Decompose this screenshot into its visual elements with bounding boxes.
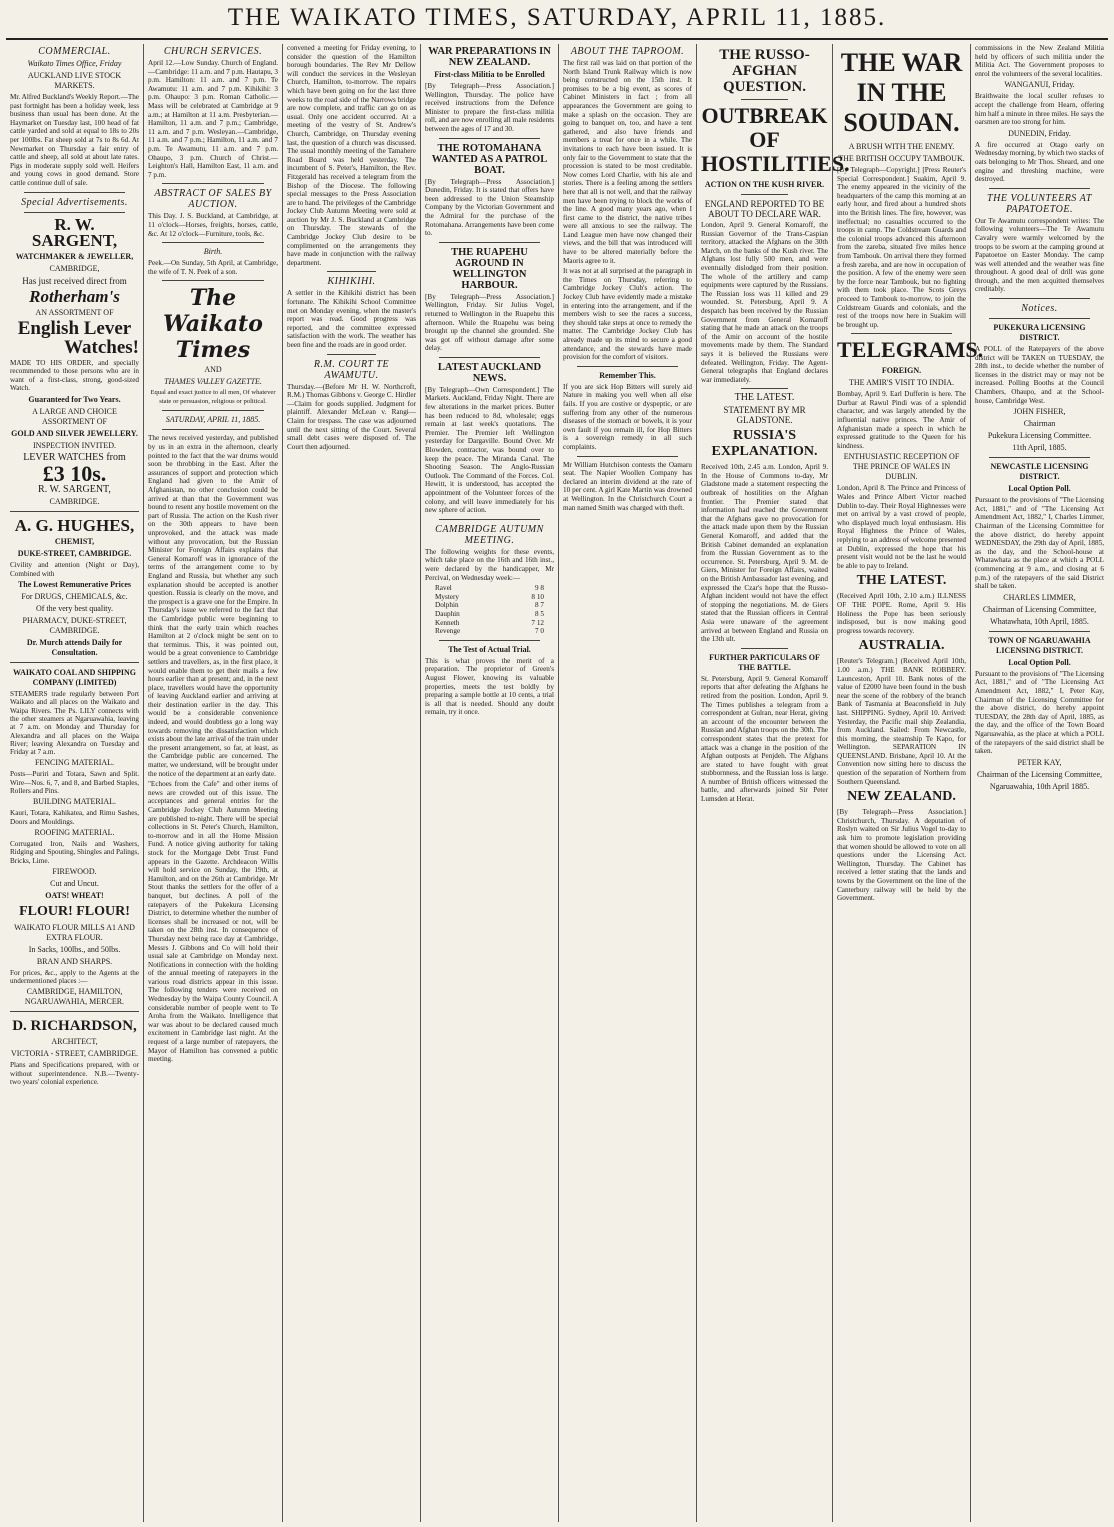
kihikihi-text: A settler in the Kihikihi district has been fortunate. The Kihikihi School Committee met on Monday evening, when the master's report was read. Good progress was reported, and the committee expressed satisfaction with the work. The weather has been fine and the roads are in good order. bbox=[287, 289, 416, 349]
subheadline-militia: First-class Militia to be Enrolled bbox=[434, 70, 545, 79]
advert-name: WAIKATO COAL AND SHIPPING COMPANY (LIMITED) bbox=[12, 668, 137, 688]
special-advertisements-heading: Special Advertisements. bbox=[21, 196, 128, 208]
logo-subtitle: THAMES VALLEY GAZETTE. bbox=[164, 377, 262, 387]
advert-fencing: FENCING MATERIAL. bbox=[34, 758, 115, 768]
news-items-text: "Echoes from the Cafe" and other items of news are crowded out of this issue. The acceptances and general entries for the Cambridge Jockey Club Autumn Meeting are published to-night. There will be special collections in St. Peter's Church, Hamilton, to-morrow and in all the Home Mission Fund. A notice giving authority for taking stock for the Mortgage Debt Trust Fund appears in the Gazette. Archdeacon Willis will hold service on Sunday, the 19th, at Hamilton, and on the 26th at Cambridge. Mr Stout thanks the settlers for the offer of a banquet, but declines. A poll of the ratepayers of the Pukekura Licensing District, to determine whether the number of licenses shall be increased or not, will be taken on the 28th inst. In consequence of Thursday next being race day at Cambridge, Messrs J. Gibbons and Co will hold their usual sale at Cambridge on Monday next. Notifications in connection with the holding of the annual meeting of ratepayers in the various road districts appear in this issue. The following tenders were received on Wednesday by the Waipa County Council. A considerable number of people went to Te Aroha from the Waikato. Intelligence that war was about to be declared caused much excitement in Cambridge last night. At the request of a large number of ratepayers, the Mayor of Hamilton has convened a public meeting. bbox=[148, 780, 278, 1064]
divider bbox=[989, 188, 1090, 189]
headline-rotomahana: THE ROTOMAHANA WANTED AS A PATROL BOAT. bbox=[431, 142, 548, 176]
horse-weight: 8 5 bbox=[535, 609, 544, 618]
notice-role: Chairman of Licensing Committee, bbox=[982, 604, 1097, 614]
amir-text: Bombay, April 9. Earl Dufferin is here. The Durbar at Rawul Pindi was of a splendid character, and was largely attended by the influential native princes. The Amir of Afghanistan made a speech in which he expressed gratitude to the Queen for his kindness. bbox=[837, 390, 966, 450]
motto: Equal and exact justice to all men, Of whatever state or persuasion, religious or political. bbox=[150, 389, 276, 405]
hostilities-text: London, April 9. General Komaroff, the Russian Governor of the Trans-Caspian territory, attacked the Afghans on the 30th March, on the banks of the Kush river. The Afghans lost fully 500 men, and were eventually dislodged from their position. The whole of the artillery and camp equipments were captured by the Russians. The Russian loss was 11 killed and 29 wounded. St. Petersburg, April 9. A despatch has been received by the Russian Government from General Komaroff stating that he made an attack on the troops of the Amir on account of the hostile movements made by them. The Standard says it is believed the Russians were defeated. Wellington, Friday. The Agent-General telegraphs that England declares war immediately. bbox=[701, 221, 828, 384]
headline-war-preparations: WAR PREPARATIONS IN NEW ZEALAND. bbox=[428, 46, 551, 68]
advert-oats: OATS! WHEAT! bbox=[45, 890, 104, 900]
headline-latest-2: THE LATEST. bbox=[856, 573, 947, 589]
divider bbox=[989, 457, 1090, 458]
divider bbox=[439, 138, 540, 139]
advert-firewood: FIREWOOD. bbox=[52, 866, 97, 876]
notice-signature: CHARLES LIMMER, bbox=[1003, 592, 1076, 602]
advert-mill: WAIKATO FLOUR MILLS A1 AND EXTRA FLOUR. bbox=[14, 922, 135, 942]
autumn-meeting-text: The following weights for these events, which take place on the 16th and 16th inst., were declared by the handicapper, Mr Percival, on Wednesday week:— bbox=[425, 547, 554, 582]
advert-name: A. G. HUGHES, bbox=[14, 515, 135, 535]
headline-ruapehu: THE RUAPEHU AGROUND IN WELLINGTON HARBOUR. bbox=[451, 246, 528, 291]
headline-australia: AUSTRALIA. bbox=[858, 638, 945, 654]
pope-text: (Received April 10th, 2.10 a.m.) ILLNESS OF THE POPE. Rome, April 9. His Holiness the Pope has been seriously indisposed, but is now making good progress towards recovery. bbox=[837, 592, 966, 635]
advert-name: D. RICHARDSON, bbox=[12, 1018, 137, 1035]
notice-role: Chairman of the Licensing Committee, bbox=[976, 769, 1103, 779]
notice-org: Pukekura Licensing Committee. bbox=[987, 431, 1092, 441]
advert-price: £3 10s. bbox=[42, 460, 107, 486]
subheadline-amir: THE AMIR'S VISIT TO INDIA. bbox=[848, 378, 955, 388]
advert-pharmacy: PHARMACY, DUKE-STREET, CAMBRIDGE. bbox=[22, 616, 127, 636]
column-1 bbox=[6, 44, 143, 1522]
headline-latest: THE LATEST. bbox=[734, 392, 795, 404]
divider bbox=[162, 280, 264, 281]
divider bbox=[989, 318, 1090, 319]
advert-roofing-text: Corrugated Iron, Nails and Washers, Ridging and Spouting, Shingles and Palings, Bricks, Lime. bbox=[10, 839, 139, 865]
divider bbox=[162, 183, 264, 184]
headline-prince-of-wales: ENTHUSIASTIC RECEPTION OF THE PRINCE OF WALES IN DUBLIN. bbox=[843, 452, 960, 482]
church-services-text: April 12.—Low Sunday. Church of England.—Cambridge: 11 a.m. and 7 p.m. Hautapu, 3 p.m. Hamilton: 11 a.m. and 7 p.m. Te Awamutu: 11 a.m. and 7 p.m. Kihikihi: 3 p.m. Ohaupo: 3 p.m. Roman Catholic.—Mass will be celebrated at Cambridge at 9 a.m.; at Hamilton at 11 a.m. Presbyterian.—Hamilton, 11 a.m. and 7 p.m.; Cambridge, 11 a.m. and 7 p.m. Wesleyan.—Cambridge, 11 a.m. and 7 p.m.; Hamilton, 11 a.m. and 7 p.m. Te Awamutu, 11 a.m. and 7 p.m. Ohaupo, 3 p.m. Church of Christ.—Leighton's Hall, Hamilton East, 11 a.m. and 7 p.m. bbox=[148, 59, 278, 179]
advert-flour: FLOUR! FLOUR! bbox=[19, 903, 130, 919]
weights-row bbox=[435, 584, 544, 593]
headline-battle: FURTHER PARTICULARS OF THE BATTLE. bbox=[709, 652, 820, 672]
militia-text: commissions in the New Zealand Militia held by officers of such militia under the Militia Act. The Government proposes to enrol the volunteers of the several localities. bbox=[975, 44, 1104, 78]
notice-signature: JOHN FISHER, bbox=[1013, 407, 1066, 417]
notice-date: Ngaruawahia, 10th April 1885. bbox=[989, 781, 1090, 791]
column-2 bbox=[144, 44, 282, 1522]
rm-court-text: Thursday.—(Before Mr H. W. Northcroft, R.M.) Thomas Gibbons v. George C. Hirdler—Claim for goods supplied. Judgment for plaintiff. Alexander McLean v. Rangi—Claim for trespass. The case was adjourned until the next sitting of the Court. Several small debt cases were disposed of. The Court then adjourned. bbox=[287, 382, 416, 451]
divider bbox=[439, 640, 540, 641]
headline-volunteers: THE VOLUNTEERS AT PAPATOETOE. bbox=[987, 192, 1092, 215]
advert-gold: A LARGE AND CHOICE ASSORTMENT OF bbox=[32, 406, 117, 426]
divider bbox=[327, 271, 376, 272]
columns bbox=[6, 44, 1108, 1522]
notice-subheading: Local Option Poll. bbox=[1008, 484, 1071, 494]
divider bbox=[24, 192, 125, 193]
divider bbox=[162, 242, 264, 243]
advert-address: DUKE-STREET, CAMBRIDGE. bbox=[17, 548, 132, 558]
section-kihikihi: KIHIKIHI. bbox=[327, 276, 376, 288]
horse-name: Ravel bbox=[435, 584, 452, 593]
advert-doctor: Dr. Murch attends Daily for Consultation. bbox=[26, 638, 123, 658]
advert-line: Has just received direct from bbox=[22, 275, 127, 286]
advert-sub: WATCHMAKER & JEWELLER, bbox=[15, 251, 134, 261]
australia-text: [Reuter's Telegram.] (Received April 10th, 1.00 a.m.) THE BANK ROBBERY. Launceston, April 10. Bank notes of the value of £2000 have been found in the bush near the scene of the robbery of the branch Bank of Tasmania at Beaconsfield in July last. SHIPPING. Sydney, April 10. Arrived: Yesterday, the Pacific mail ship Zealandia, from Auckland. Sailed: From Newcastle, this morning, the steamship Te Kapo, for Wellington. SEPARATION IN QUEENSLAND. Brisbane, April 10. At the Convention now sitting here to discuss the question of the separation of Northern from Southern Queensland. bbox=[837, 657, 966, 786]
notice-heading: NEWCASTLE LICENSING DISTRICT. bbox=[990, 462, 1089, 482]
prince-text: London, April 8. The Prince and Princess of Wales and Prince Albert Victor reached Dublin to-day. Their Royal Highnesses were met on arrival by a vast crowd of people, who displayed much loyal enthusiasm. His Royal Highness the Prince of Wales, replying to an address of welcome presented at Dublin, expressed the hope that his present visit would not be the last he would be able to pay to Ireland. bbox=[837, 484, 966, 570]
rotomahana-text: [By Telegraph—Press Association.] Dunedin, Friday. It is stated that offers have been addressed to the Union Steamship Company by the Victorian Government and the Admiral for the purchase of the Rotomahana. Arrangements have been come to. bbox=[425, 177, 554, 238]
advert-signature-town: CAMBRIDGE. bbox=[49, 496, 100, 506]
column-7 bbox=[833, 44, 984, 1522]
headline-russia-explanation: RUSSIA'S EXPLANATION. bbox=[711, 428, 818, 460]
horse-name: Dauphin bbox=[435, 609, 460, 618]
actual-trial-text: This is what proves the merit of a preparation. The proprietor of Green's August Flower, knowing its valuable properties, meets the test boldly by preparing a sample bottle at 10 cents, a trial is all that is needed. Should any doubt remain, try it once. bbox=[425, 656, 554, 717]
advert-for: For DRUGS, CHEMICALS, &c. bbox=[21, 592, 128, 602]
advert-name: R. W. SARGENT, bbox=[31, 214, 118, 250]
dunedin-text: A fire occurred at Otago early on Wednesday morning, by which two stacks of oats belonging to Mr Thos. Sheard, and one engine and threshing machine, were destroyed. bbox=[975, 140, 1104, 184]
birth-text: Peek.—On Sunday, 5th April, at Cambridge, the wife of T. N. Peek of a son. bbox=[148, 259, 278, 276]
advert-waikato-coal bbox=[10, 662, 139, 1007]
advert-maker: Rotherham's bbox=[29, 286, 120, 306]
taproom-text-2: It was not at all surprised at the paragraph in the Times on Thursday, referring to Cambridge Jockey Club's action. The Jockey Club have evidently made a mistake in entering into the arrangement, and if the members wish to see the races a success, they should take steps at once to remedy the matter. The Cambridge Jockey Club has already made up its mind to secure a good attendance, and the stewards have made provision for the comfort of visitors. bbox=[563, 267, 692, 362]
divider bbox=[162, 429, 264, 430]
divider bbox=[439, 242, 540, 243]
advert-bran: BRAN AND SHARPS. bbox=[36, 956, 113, 966]
advert-sub: ARCHITECT, bbox=[51, 1037, 98, 1047]
headline-england-war: ENGLAND REPORTED TO BE ABOUT TO DECLARE WAR. bbox=[704, 199, 825, 219]
divider bbox=[741, 388, 788, 389]
advert-sacks: In Sacks, 100lbs., and 50lbs. bbox=[28, 944, 121, 954]
new-zealand-text: [By Telegraph—Press Association.] Christchurch, Thursday. A deputation of Roslyn waited on Sir Julius Vogel to-day to ask him to promote legislation providing that women should be allowed to vote on all questions under the Licensing Act. Wellington, Thursday. The Cabinet has received a letter stating that the lands and towns by the Government on the line of the Canterbury railway will be held by the Government. bbox=[837, 808, 966, 903]
notices-heading: Notices. bbox=[1021, 303, 1058, 315]
divider bbox=[741, 99, 788, 100]
soudan-text: [By Telegraph—Copyright.] [Press Reuter's Special Correspondent.] Suakim, April 9. The enemy appeared in the vicinity of the headquarters of the camp this morning at an early hour, and fired about a hundred shots into the British lines. The fire, however, was ineffectual; no casualties occurred to the troops in camp. The Coldstream Guards and the colonial troops advanced this afternoon from the zareba, situated five miles hence from Tambouk. On arrival there they formed a fresh zareba, and are now in occupation of the position. A few of the enemy were seen by the force near Tambouk, but no fighting with them took place. The Scots Greys proceed to Tambouk to-morrow, to join the Coldstream Guards and colonials, and the rest of the troops now here in Suakim will be brought up. bbox=[837, 166, 966, 329]
masthead-rule bbox=[6, 38, 1108, 40]
advert-town: CAMBRIDGE, bbox=[49, 263, 100, 273]
horse-name: Mystery bbox=[435, 592, 459, 601]
horse-name: Kenneth bbox=[435, 618, 460, 627]
auction-text: This Day. J. S. Buckland, at Cambridge, at 11 o'clock—Horses, freights, horses, cattle, &c. At 12 o'clock—Furniture, tools, &c. bbox=[148, 212, 278, 238]
dateline-dunedin: DUNEDIN, Friday. bbox=[1008, 128, 1071, 138]
notice-text: Pursuant to the provisions of "The Licensing Act, 1881," and of "The Licensing Act Amendment Act, 1882," I, Peter Kay, Chairman of the Licensing Committee for the above district, do hereby appoint TUESDAY, the 28th day of April, 1885, as the day, and the office of the Town Board Ngaruawahia, as the place at which a POLL of the ratepayers of the said district shall be taken. bbox=[975, 669, 1104, 756]
editorial-dateline: SATURDAY, APRIL 11, 1885. bbox=[165, 415, 261, 425]
notice-heading: TOWN OF NGARUAWAHIA LICENSING DISTRICT. bbox=[988, 635, 1091, 655]
notice-newcastle bbox=[975, 462, 1104, 627]
divider bbox=[439, 519, 540, 520]
masthead-title: THE WAIKATO TIMES, SATURDAY, APRIL 11, 1885. bbox=[227, 4, 887, 31]
headline-war-soudan: THE WAR IN THE SOUDAN. bbox=[840, 48, 963, 137]
column-6 bbox=[697, 44, 850, 1522]
advert-building-text: Kauri, Totara, Kahikatea, and Rimu Sashes, Doors and Mouldings. bbox=[10, 809, 139, 826]
column-8 bbox=[971, 44, 1108, 1522]
horse-name: Revenge bbox=[435, 627, 461, 636]
section-actual-trial: The Test of Actual Trial. bbox=[448, 644, 531, 654]
battle-text: St. Petersburg, April 9. General Komaroff reports that after defeating the Afghans he retired from the position. London, April 9. The Times publishes a telegram from a correspondent at Gulran, near Herat, giving an account of the encounter between the Russian and Afghan troops on the 30th. The correspondent states that the pretext for attack was a change in the position of the Afghan outposts at Penjdeh. The Afghans are stated to have fought with great stubbornness, and the Russian loss is large. A number of British officers witnessed the battle, and afterwards joined Sir Peter Lumsden at Herat. bbox=[701, 674, 828, 804]
divider bbox=[439, 357, 540, 358]
subheadline-tambouk: THE BRITISH OCCUPY TAMBOUK. bbox=[838, 154, 965, 163]
advert-assortment: AN ASSORTMENT OF bbox=[35, 307, 114, 317]
notice-heading: PUKEKURA LICENSING DISTRICT. bbox=[993, 323, 1086, 343]
advert-cut: Cut and Uncut. bbox=[50, 878, 99, 888]
advert-places: CAMBRIDGE, HAMILTON, NGARUAWAHIA, MERCER. bbox=[24, 987, 125, 1007]
subheadline-brush: A BRUSH WITH THE ENEMY. bbox=[848, 142, 955, 151]
weights-table bbox=[435, 584, 544, 636]
commercial-subhead: AUCKLAND LIVE STOCK MARKETS. bbox=[27, 71, 122, 90]
advert-prices: The Lowest Remunerative Prices bbox=[17, 580, 132, 590]
remember-heading: Remember This. bbox=[599, 370, 656, 380]
remember-text: If you are sick Hop Bitters will surely aid Nature in making you well when all else fails. If you are costive or dyspeptic, or are suffering from any other of the numerous diseases of the stomach or bowels, it is your own fault if you remain ill, for Hop Bitters is a sovereign remedy in all such complaints. bbox=[563, 382, 692, 451]
masthead bbox=[0, 0, 1114, 42]
divider bbox=[162, 410, 264, 411]
weights-row bbox=[435, 601, 544, 610]
horse-weight: 8 10 bbox=[531, 592, 544, 601]
divider bbox=[741, 194, 788, 195]
notice-ngaruawahia bbox=[975, 636, 1104, 792]
notice-text: A POLL of the Ratepayers of the above district will be TAKEN on TUESDAY, the 28th inst., to decide whether the number of licenses in the district may or may not be increased. Polling Booths at the Council Chambers, Ohaupo, and at the School-house, Cambridge West. bbox=[975, 345, 1104, 405]
horse-name: Dolphin bbox=[435, 601, 459, 610]
subheadline-foreign: FOREIGN. bbox=[881, 366, 922, 376]
section-church-services: CHURCH SERVICES. bbox=[163, 46, 263, 57]
headline-hostilities: OUTBREAK OF HOSTILITIES. bbox=[701, 103, 850, 176]
advert-text: MADE TO HIS ORDER, and specially recommended to those persons who are in want of a first-class, strong, good-sized Watch. bbox=[10, 358, 139, 393]
headline-telegrams: TELEGRAMS. bbox=[837, 337, 984, 363]
advert-richardson bbox=[10, 1011, 139, 1086]
advert-lever: LEVER WATCHES from bbox=[23, 451, 126, 463]
volunteers-text: Our Te Awamutu correspondent writes: The following volunteers—The Te Awamutu Cavalry were warmly welcomed by the troops to be sworn at the camping ground at Papatoetoe on Easter Monday. The camp was well attended and the weather was fine throughout. A good deal of drill was gone through, and the men acquitted themselves creditably. bbox=[975, 216, 1104, 294]
explanation-text: Received 10th, 2.45 a.m. London, April 9. In the House of Commons to-day, Mr Gladstone made a statement respecting the outbreak of hostilities on the Afghan frontier. The Premier stated that information had reached the Government that the Afghans gave no provocation for the attack made upon them by the Russian General Komaroff, and added that the British Cabinet demanded an explanation from the Russian Government as to the occurrence. St. Petersburg, April 9. M. de Giers, Minister for Foreign Affairs, waited on the British Ambassador last evening, and expressed the Czar's hope that the Russo-Afghan incident would not have the effect of stopping the negotiations. M. de Giers stated that the Russian officers in Central Asia were unaware of the agreement arrived at between England and Russia on the 13th ult. bbox=[701, 463, 828, 644]
logo-and: AND bbox=[204, 365, 222, 375]
notice-pukekura bbox=[975, 323, 1104, 453]
war-preparations-text: [By Telegraph—Press Association.] Wellington, Thursday. The police have received instructions from the Defence Minister to prepare the first-class militia roll, and are now enrolling all male residents between the ages of 17 and 30. bbox=[425, 82, 554, 133]
horse-weight: 7 0 bbox=[535, 627, 544, 636]
notice-signature: PETER KAY, bbox=[1017, 757, 1062, 767]
advert-sargent bbox=[10, 214, 139, 507]
headline-gladstone: STATEMENT BY MR GLADSTONE. bbox=[723, 405, 806, 426]
divider bbox=[327, 354, 376, 355]
ruapehu-text: [By Telegraph—Press Association.] Wellington, Friday. Sir Julius Vogel, returned to Wellington in the Ruapehu this afternoon. While the Ruapehu was being brought up the channel she grounded. She was got off without damage after some delay. bbox=[425, 292, 554, 353]
advert-roofing: ROOFING MATERIAL. bbox=[34, 827, 115, 837]
advert-text: Civility and attention (Night or Day), Combined with bbox=[10, 560, 139, 578]
advert-quality: Of the very best quality. bbox=[35, 604, 113, 614]
column-4 bbox=[421, 44, 558, 1522]
section-commercial: COMMERCIAL. bbox=[38, 46, 111, 57]
advert-big: English Lever bbox=[17, 317, 132, 339]
weights-row bbox=[435, 619, 544, 628]
advert-prices-text: For prices, &c., apply to the Agents at the undermentioned places :— bbox=[10, 968, 139, 986]
section-taproom: ABOUT THE TAPROOM. bbox=[570, 46, 685, 57]
section-auction: ABSTRACT OF SALES BY AUCTION. bbox=[154, 188, 272, 211]
headline-russo-afghan: THE RUSSO-AFGHAN QUESTION. bbox=[719, 47, 810, 95]
horse-weight: 9 8 bbox=[535, 584, 544, 593]
local-news-text: convened a meeting for Friday evening, to consider the question of the Hamilton borough boundaries. The Rev Mr Dellow will conduct the services in the Wesleyan Church, Hamilton, to-morrow. The repairs which have been going on for the last three weeks to the road side of the Narrows bridge are now complete, and traffic can go on as usual. Only one accident occurred. At a meeting of the vestry of St. Andrew's Church, Cambridge, on Thursday evening last, the question of a church was discussed. The usual monthly meeting of the Tamahere Road Board was held yesterday. The incumbent of S. Peter's, Hamilton, the Rev. Fitzgerald has received a telegram from the Bishop of the Diocese. The following special messages to the Press Association are to hand. The privileges of the Cambridge Jockey Club Autumn Meeting were sold at auction by Mr J. S. Buckland at Cambridge on Thursday. The stewards of the Cambridge Jockey Club desire to be complimented on the arrangements they have made in conjunction with the railway department. bbox=[287, 44, 416, 267]
advert-text: Plans and Specifications prepared, with or without superintendence. N.B.—Twenty-two years' colonial experience. bbox=[10, 1061, 139, 1087]
editorial-text: The news received yesterday, and published by us in an extra in the afternoon, clearly pointed to the fact that the war drums would soon be throbbing in the East. After the assurances of support and protection which England had given to the Amir of Afghanistan, no other conclusion could be arrived at than that the Government was bound to resent any hostile movement on the part of Russia. The action on the Kush river on the 30th appears to have been unprovoked, and the attack was made without any provocation, but the Russian Minister for Foreign Affairs explains that General Komaroff was in ignorance of the terms of the arrangement come to by England and Russia, but whether any such explanation should be accepted is another question. Russia is clearly on the move, and the prospect is a grave one for the Empire. In Thursday's issue we referred to the fact that the Cambridge public were beginning to think that the early train which reaches Hamilton at 2 o'clock might be sent on to that terminus. This, it was pointed out, would be a great convenience to Cambridge settlers and travellers, as, in the first place, it would enable them to get their mails a few hours earlier than at present; and, in the next place, travellers would have the opportunity of leaving Auckland earlier and arriving at their destination earlier in the day. This would be a considerable convenience indeed, and would doubtless go a long way towards removing the dissatisfaction which exists about the late arrival of the train under the present arrangement, so far, at least, as the Cambridge public are concerned. The matter, we understand, will be brought under the notice of the department at an early date. bbox=[148, 434, 278, 778]
misc-news-text: Mr William Hutchison contests the Oamaru seat. The Napier Woollen Company has declared an interim dividend at the rate of 10 per cent. A girl Kate Martin was drowned at Wellington. In the Christchurch Court a man named Smith was charged with theft. bbox=[563, 460, 692, 512]
horse-weight: 8 7 bbox=[535, 601, 544, 610]
newspaper-logo: The Waikato Times bbox=[163, 285, 263, 364]
auckland-news-text: [By Telegraph—Own Correspondent.] The Markets. Auckland, Friday Night. There are few alterations in the market prices. Butter has been reduced to 8d, wholesale; eggs remain at last week's quotations. The Premier. The Premier left Wellington yesterday for Dargaville. Bound Over. Mr Blowden, contractor, was bound over to keep the peace. The Miranda Canal. The Shooting Season. The Anglo-Russian Outlook. The Command of the Forces. Col. Hewitt, it is understood, has accepted the appointment of the Volunteer forces of the colony, and will leave immediately for his new sphere of action. bbox=[425, 385, 554, 515]
divider bbox=[989, 631, 1090, 632]
notice-date: 11th April, 1885. bbox=[1012, 443, 1067, 453]
advert-text: STEAMERS trade regularly between Port Waikato and all places on the Waikato and Waipa Rivers. The Ps. LILY connects with the other steamers at Ngaruawahia, leaving at 7 a.m. on Monday and Thursday for Alexandra and all places on the Waipa River; leaving Alexandra on Tuesday and Friday at 7 a.m. bbox=[10, 690, 139, 757]
commercial-text: Mr. Alfred Buckland's Weekly Report.—The past fortnight has been a holiday week, less business than usual has been done. At the Haymarket on Tuesday last, 100 head of fat cattle yarded and sold at equal to 18s to 20s per 100lbs. Fat sheep sold at 7s to 8s 6d. At Newmarket on Thursday a fair entry of cattle and sheep, all sold at about late rates. Pigs in moderate supply sold well. Heifers and young cows in good demand. Store cattle continue dull of sale. bbox=[10, 93, 139, 187]
notice-date: Whatawhata, 10th April, 1885. bbox=[990, 616, 1089, 626]
advert-guarantee: Guaranteed for Two Years. bbox=[28, 394, 121, 404]
divider bbox=[577, 456, 678, 457]
advert-sub: CHEMIST, bbox=[54, 536, 95, 546]
wanganui-text: Braithwaite the local sculler refuses to accept the challenge from Hearn, offering him half a minute in three miles. He says the oarsmen are too strong for him. bbox=[975, 92, 1104, 127]
weights-row bbox=[435, 593, 544, 602]
notice-subheading: Local Option Poll. bbox=[1008, 657, 1071, 667]
column-3 bbox=[283, 44, 420, 1522]
notice-role: Chairman bbox=[1023, 419, 1056, 429]
headline-auckland-news: LATEST AUCKLAND NEWS. bbox=[437, 361, 542, 384]
birth-heading: Birth. bbox=[203, 247, 223, 257]
subheadline-kush-river: ACTION ON THE KUSH RIVER. bbox=[704, 180, 825, 189]
divider bbox=[851, 333, 952, 334]
divider bbox=[24, 212, 125, 213]
divider bbox=[989, 298, 1090, 299]
advert-fencing-text: Posts—Puriri and Totara, Sawn and Split. Wire—Nos. 6, 7, and 8, and Barbed Staples, Rollers and Pins. bbox=[10, 770, 139, 796]
notice-text: Pursuant to the provisions of "The Licensing Act, 1881," and of "The Licensing Act Amendment Act, 1882," I, Charles Limmer, Chairman of the Licensing Committee for the above district, do hereby appoint WEDNESDAY, the 29th day of April, 1885, as the day, and the School-house at Whatawhata as the place at which a POLL (commencing at 9 a.m., and closing at 6 p.m.) of the ratepayers of the said District shall be taken. bbox=[975, 496, 1104, 591]
advert-big2: Watches! bbox=[64, 336, 139, 358]
advert-building: BUILDING MATERIAL. bbox=[32, 797, 117, 807]
section-rm-court: R.M. COURT TE AWAMUTU. bbox=[313, 358, 390, 381]
weights-row bbox=[435, 627, 544, 636]
dateline-wanganui: WANGANUI, Friday. bbox=[1004, 80, 1075, 90]
column-5 bbox=[559, 44, 696, 1522]
advert-address: VICTORIA - STREET, CAMBRIDGE. bbox=[10, 1049, 139, 1059]
divider bbox=[577, 366, 678, 367]
commercial-dateline: Waikato Times Office, Friday bbox=[27, 59, 122, 68]
weights-row bbox=[435, 610, 544, 619]
divider bbox=[741, 648, 788, 649]
advert-signature: R. W. SARGENT, bbox=[38, 483, 111, 495]
section-autumn-meeting: CAMBRIDGE AUTUMN MEETING. bbox=[435, 523, 544, 546]
taproom-text: The first rail was laid on that portion of the North Island Trunk Railway which is now being constructed on the 15th inst. It promises to be a big event, as scores of Cabinet Ministers in fact ; from all appearances the Government are going to make a splash on the occasion. They are going to banquet on, too, and have a tent gathered, and also have friends and members a treat for once in a while. The invitations to each have been issued. It is only fair to the Government to state that the procession is stated to be most creditable. Now comes Lord Charlie, with his ale and stories. There is a feeling among the settlers here that all is not well, and that the railway men have been trying to block the works of the line. A good many years ago, when I first came to the district, the native tribes were all anxious to see the railway. The Land League men have now changed their views, and the bill that was introduced will have to be altered materially before the Maoris agree to it. bbox=[563, 59, 692, 265]
advert-gold2: GOLD AND SILVER JEWELLERY. bbox=[11, 428, 138, 438]
horse-weight: 7 12 bbox=[531, 618, 544, 627]
advert-hughes bbox=[10, 511, 139, 658]
headline-new-zealand: NEW ZEALAND. bbox=[847, 789, 956, 805]
advert-inspection: INSPECTION INVITED. bbox=[32, 440, 117, 450]
